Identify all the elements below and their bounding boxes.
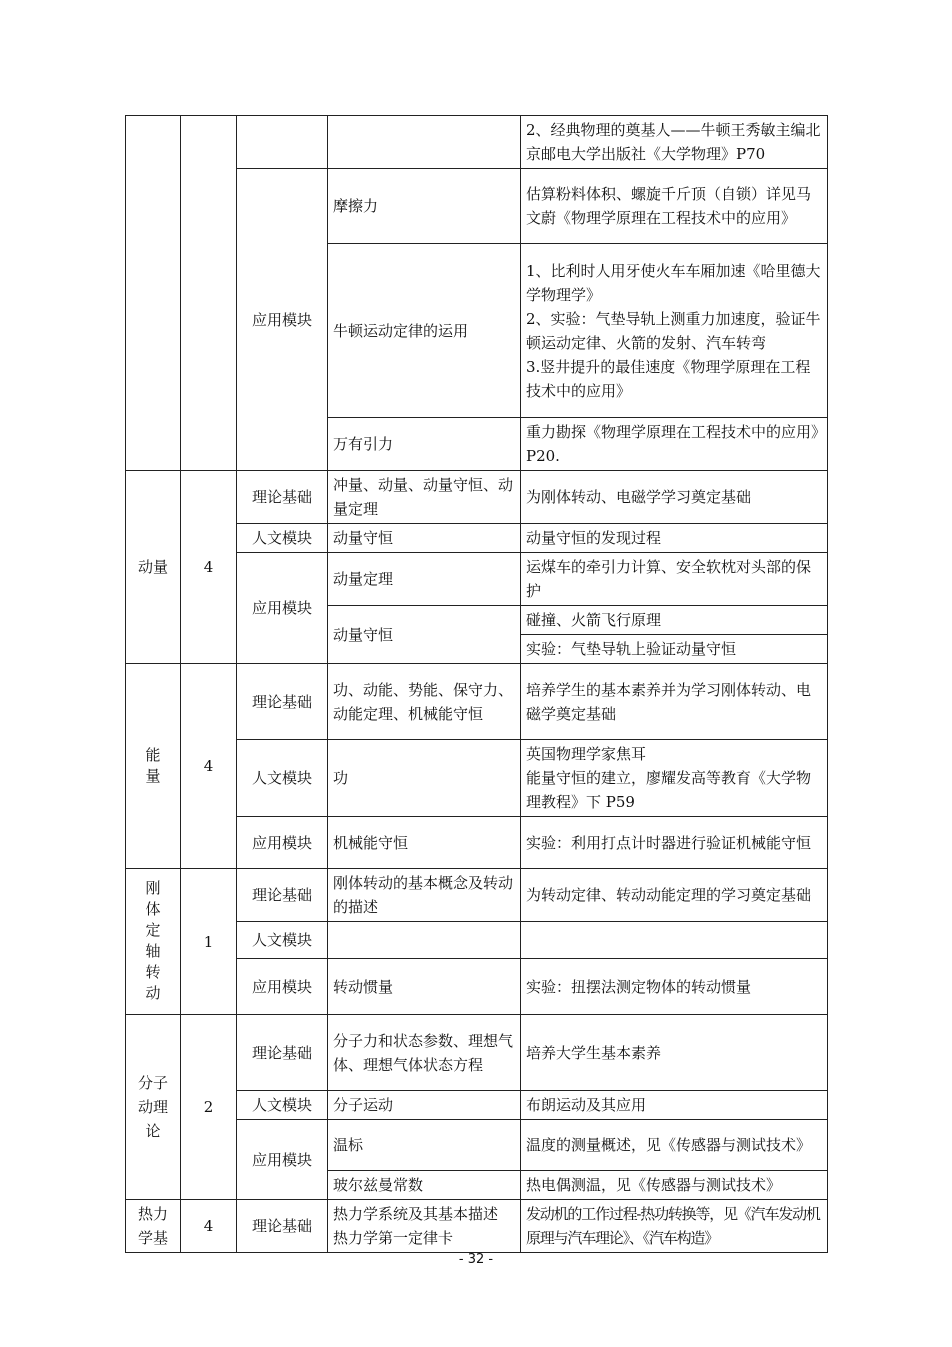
module-cell: 应用模块 (237, 959, 328, 1015)
resource-line: 1、比利时人用牙使火车车厢加速《哈里德大学物理学》 (526, 261, 821, 304)
topic-cell: 功 (328, 740, 521, 817)
module-cell: 理论基础 (237, 471, 328, 524)
topic-cell: 牛顿运动定律的运用 (328, 244, 521, 418)
resource-line: 英国物理学家焦耳 (526, 745, 647, 763)
module-cell: 应用模块 (237, 169, 328, 471)
topic-cell: 刚体转动的基本概念及转动的描述 (328, 869, 521, 922)
topic-cell: 动量守恒 (328, 524, 521, 553)
topic-cell: 功、动能、势能、保守力、动能定理、机械能守恒 (328, 664, 521, 740)
topic-cell: 动量守恒 (328, 606, 521, 664)
hours-cell: 2 (181, 1015, 237, 1200)
resource-cell: 重力勘探《物理学原理在工程技术中的应用》P20. (521, 418, 828, 471)
resource-cell: 动量守恒的发现过程 (521, 524, 828, 553)
resource-line: 能量守恒的建立，廖耀发高等教育《大学物理教程》下 P59 (526, 769, 812, 811)
topic-cell (328, 922, 521, 959)
resource-cell: 实验：气垫导轨上验证动量守恒 (521, 635, 828, 664)
resource-cell: 布朗运动及其应用 (521, 1091, 828, 1120)
resource-cell: 实验：利用打点计时器进行验证机械能守恒 (521, 817, 828, 869)
resource-cell: 实验：扭摆法测定物体的转动惯量 (521, 959, 828, 1015)
hours-cell (181, 116, 237, 471)
hours-cell: 4 (181, 664, 237, 869)
topic-cell: 分子运动 (328, 1091, 521, 1120)
table-row (126, 869, 828, 922)
topic-cell: 摩擦力 (328, 169, 521, 244)
resource-cell: 估算粉料体积、螺旋千斤顶（自锁）详见马文蔚《物理学原理在工程技术中的应用》 (521, 169, 828, 244)
resource-cell: 温度的测量概述，见《传感器与测试技术》 (521, 1120, 828, 1171)
topic-cell: 温标 (328, 1120, 521, 1171)
table-row (126, 1200, 828, 1253)
module-cell: 理论基础 (237, 1200, 328, 1253)
topic-cell: 转动惯量 (328, 959, 521, 1015)
resource-line: 3.竖井提升的最佳速度《物理学原理在工程技术中的应用》 (526, 357, 811, 400)
table-row (126, 1015, 828, 1091)
table-row (126, 664, 828, 740)
resource-cell: 培养大学生基本素养 (521, 1015, 828, 1091)
module-cell: 应用模块 (237, 553, 328, 664)
resource-cell: 2、经典物理的奠基人——牛顿王秀敏主编北京邮电大学出版社《大学物理》P70 (521, 116, 828, 169)
chapter-cell: 动量 (126, 471, 181, 664)
module-cell: 人文模块 (237, 524, 328, 553)
topic-cell: 万有引力 (328, 418, 521, 471)
resource-cell (521, 922, 828, 959)
page-number: - 32 - (458, 1252, 494, 1267)
module-cell: 理论基础 (237, 1015, 328, 1091)
module-cell: 人文模块 (237, 740, 328, 817)
module-cell: 应用模块 (237, 1120, 328, 1200)
resource-cell: 发动机的工作过程-热功转换等，见《汽车发动机原理与汽车理论》、《汽车构造》 (521, 1200, 828, 1253)
resource-cell (521, 244, 828, 418)
module-cell: 应用模块 (237, 817, 328, 869)
topic-cell (328, 116, 521, 169)
resource-line: 2、实验：气垫导轨上测重力加速度，验证牛顿运动定律、火箭的发射、汽车转弯 (526, 309, 821, 352)
curriculum-table (125, 115, 828, 1253)
topic-cell: 冲量、动量、动量守恒、动量定理 (328, 471, 521, 524)
table-row (126, 471, 828, 524)
module-cell: 人文模块 (237, 1091, 328, 1120)
module-cell: 理论基础 (237, 664, 328, 740)
chapter-cell: 分子动理论 (126, 1015, 181, 1200)
resource-cell: 运煤车的牵引力计算、安全软枕对头部的保护 (521, 553, 828, 606)
hours-cell: 1 (181, 869, 237, 1015)
hours-cell: 4 (181, 471, 237, 664)
topic-cell: 分子力和状态参数、理想气体、理想气体状态方程 (328, 1015, 521, 1091)
chapter-cell: 能量 (126, 664, 181, 869)
chapter-cell (126, 116, 181, 471)
table-row (126, 116, 828, 169)
topic-cell: 机械能守恒 (328, 817, 521, 869)
resource-cell (521, 740, 828, 817)
chapter-cell: 刚体定轴转动 (126, 869, 181, 1015)
module-cell: 理论基础 (237, 869, 328, 922)
module-cell: 人文模块 (237, 922, 328, 959)
topic-cell: 玻尔兹曼常数 (328, 1171, 521, 1200)
resource-cell: 为刚体转动、电磁学学习奠定基础 (521, 471, 828, 524)
resource-cell: 为转动定律、转动动能定理的学习奠定基础 (521, 869, 828, 922)
chapter-cell: 热力学基 (126, 1200, 181, 1253)
hours-cell: 4 (181, 1200, 237, 1253)
topic-cell: 动量定理 (328, 553, 521, 606)
module-cell (237, 116, 328, 169)
resource-cell: 碰撞、火箭飞行原理 (521, 606, 828, 635)
resource-cell: 培养学生的基本素养并为学习刚体转动、电磁学奠定基础 (521, 664, 828, 740)
topic-cell: 热力学系统及其基本描述 热力学第一定律卡 (328, 1200, 521, 1253)
resource-cell: 热电偶测温，见《传感器与测试技术》 (521, 1171, 828, 1200)
